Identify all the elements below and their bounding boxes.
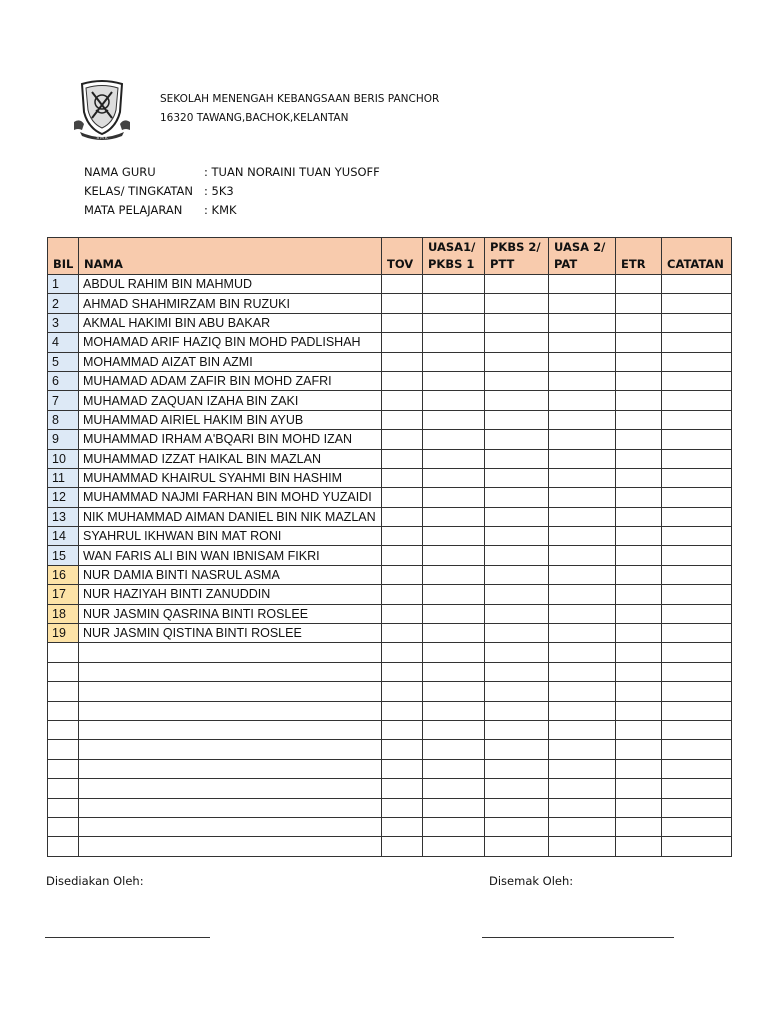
tov-cell	[382, 391, 423, 410]
table-row	[48, 585, 732, 604]
catatan-cell	[662, 391, 732, 410]
tov-cell	[382, 352, 423, 371]
tov-cell	[382, 275, 423, 294]
uasa1-cell	[423, 468, 485, 487]
catatan-cell	[662, 604, 732, 623]
class-row	[84, 181, 380, 200]
uasa1-cell	[423, 546, 485, 565]
tov-cell	[382, 682, 423, 701]
catatan-cell	[662, 682, 732, 701]
uasa1-cell	[423, 624, 485, 643]
uasa2-cell	[549, 720, 616, 739]
uasa1-cell	[423, 585, 485, 604]
uasa2-cell	[549, 624, 616, 643]
etr-cell	[616, 624, 662, 643]
uasa1-cell	[423, 759, 485, 778]
name-cell: AKMAL HAKIMI BIN ABU BAKAR	[79, 313, 382, 332]
etr-cell	[616, 779, 662, 798]
name-cell	[79, 759, 382, 778]
uasa1-cell	[423, 352, 485, 371]
uasa1-cell	[423, 798, 485, 817]
bil-cell: 14	[48, 527, 79, 546]
uasa1-cell	[423, 333, 485, 352]
tov-cell	[382, 759, 423, 778]
catatan-cell	[662, 333, 732, 352]
uasa2-cell	[549, 546, 616, 565]
prepared-by-label: Disediakan Oleh:	[46, 874, 144, 888]
catatan-cell	[662, 798, 732, 817]
uasa1-cell	[423, 837, 485, 856]
table-row	[48, 701, 732, 720]
etr-cell	[616, 275, 662, 294]
uasa2-cell	[549, 488, 616, 507]
name-cell: NIK MUHAMMAD AIMAN DANIEL BIN NIK MAZLAN	[79, 507, 382, 526]
catatan-cell	[662, 488, 732, 507]
table-row	[48, 507, 732, 526]
checked-signature-line	[482, 937, 674, 938]
bil-cell: 11	[48, 468, 79, 487]
teacher-row	[84, 162, 380, 181]
catatan-cell	[662, 817, 732, 836]
bil-cell: 5	[48, 352, 79, 371]
catatan-cell	[662, 759, 732, 778]
catatan-cell	[662, 740, 732, 759]
col-header-tov: TOV	[382, 238, 423, 275]
etr-cell	[616, 837, 662, 856]
svg-text:S M K: S M K	[96, 135, 108, 140]
uasa2-cell	[549, 565, 616, 584]
subject-row	[84, 200, 380, 219]
name-cell	[79, 643, 382, 662]
uasa1-cell	[423, 817, 485, 836]
name-cell: ABDUL RAHIM BIN MAHMUD	[79, 275, 382, 294]
etr-cell	[616, 585, 662, 604]
school-crest-icon	[70, 78, 134, 142]
class-label: KELAS/ TINGKATAN	[84, 183, 194, 198]
name-cell: MUHAMAD ZAQUAN IZAHA BIN ZAKI	[79, 391, 382, 410]
etr-cell	[616, 604, 662, 623]
tov-cell	[382, 643, 423, 662]
col-header-pkbs2: PKBS 2/ PTT	[485, 238, 549, 275]
pkbs2-cell	[485, 333, 549, 352]
bil-cell	[48, 817, 79, 836]
name-cell: NUR JASMIN QASRINA BINTI ROSLEE	[79, 604, 382, 623]
table-row	[48, 798, 732, 817]
pkbs2-cell	[485, 430, 549, 449]
col-header-etr: ETR	[616, 238, 662, 275]
uasa2-cell	[549, 430, 616, 449]
bil-cell: 8	[48, 410, 79, 429]
uasa2-cell	[549, 798, 616, 817]
pkbs2-cell	[485, 565, 549, 584]
table-row	[48, 546, 732, 565]
uasa1-cell	[423, 275, 485, 294]
etr-cell	[616, 662, 662, 681]
uasa1-cell	[423, 488, 485, 507]
class-info	[84, 162, 380, 219]
uasa1-cell	[423, 643, 485, 662]
table-row	[48, 604, 732, 623]
tov-cell	[382, 798, 423, 817]
bil-cell: 9	[48, 430, 79, 449]
name-cell	[79, 817, 382, 836]
col-header-nama: NAMA	[79, 238, 382, 275]
pkbs2-cell	[485, 759, 549, 778]
pkbs2-cell	[485, 449, 549, 468]
bil-cell: 3	[48, 313, 79, 332]
name-cell: NUR HAZIYAH BINTI ZANUDDIN	[79, 585, 382, 604]
name-cell: MUHAMMAD KHAIRUL SYAHMI BIN HASHIM	[79, 468, 382, 487]
catatan-cell	[662, 565, 732, 584]
bil-cell: 7	[48, 391, 79, 410]
uasa1-cell	[423, 720, 485, 739]
pkbs2-cell	[485, 798, 549, 817]
etr-cell	[616, 333, 662, 352]
bil-cell	[48, 759, 79, 778]
name-cell: MOHAMAD ARIF HAZIQ BIN MOHD PADLISHAH	[79, 333, 382, 352]
table-row	[48, 779, 732, 798]
table-row	[48, 449, 732, 468]
tov-cell	[382, 313, 423, 332]
pkbs2-cell	[485, 294, 549, 313]
pkbs2-cell	[485, 468, 549, 487]
school-address: 16320 TAWANG,BACHOK,KELANTAN	[160, 112, 349, 124]
table-row	[48, 527, 732, 546]
etr-cell	[616, 449, 662, 468]
table-row	[48, 410, 732, 429]
bil-cell: 16	[48, 565, 79, 584]
bil-cell	[48, 740, 79, 759]
table-row	[48, 817, 732, 836]
etr-cell	[616, 294, 662, 313]
tov-cell	[382, 604, 423, 623]
table-row	[48, 371, 732, 390]
pkbs2-cell	[485, 488, 549, 507]
uasa2-cell	[549, 294, 616, 313]
name-cell: SYAHRUL IKHWAN BIN MAT RONI	[79, 527, 382, 546]
etr-cell	[616, 643, 662, 662]
tov-cell	[382, 527, 423, 546]
bil-cell	[48, 643, 79, 662]
catatan-cell	[662, 527, 732, 546]
uasa1-cell	[423, 779, 485, 798]
bil-cell	[48, 682, 79, 701]
table-row	[48, 759, 732, 778]
pkbs2-cell	[485, 624, 549, 643]
uasa2-cell	[549, 391, 616, 410]
bil-cell: 18	[48, 604, 79, 623]
name-cell	[79, 701, 382, 720]
table-row	[48, 294, 732, 313]
bil-cell	[48, 798, 79, 817]
table-header-row	[48, 238, 732, 275]
tov-cell	[382, 371, 423, 390]
name-cell	[79, 662, 382, 681]
table-row	[48, 333, 732, 352]
uasa1-cell	[423, 682, 485, 701]
bil-cell: 2	[48, 294, 79, 313]
table-row	[48, 565, 732, 584]
class-value: : 5K3	[204, 183, 234, 198]
pkbs2-cell	[485, 352, 549, 371]
bil-cell: 6	[48, 371, 79, 390]
pkbs2-cell	[485, 817, 549, 836]
pkbs2-cell	[485, 313, 549, 332]
uasa2-cell	[549, 527, 616, 546]
uasa2-cell	[549, 371, 616, 390]
uasa2-cell	[549, 759, 616, 778]
catatan-cell	[662, 352, 732, 371]
etr-cell	[616, 527, 662, 546]
uasa1-cell	[423, 410, 485, 429]
pkbs2-cell	[485, 662, 549, 681]
table-row	[48, 488, 732, 507]
uasa2-cell	[549, 352, 616, 371]
pkbs2-cell	[485, 740, 549, 759]
school-name: SEKOLAH MENENGAH KEBANGSAAN BERIS PANCHOR	[160, 93, 440, 105]
pkbs2-cell	[485, 371, 549, 390]
table-row	[48, 624, 732, 643]
table-row	[48, 837, 732, 856]
table-row	[48, 313, 732, 332]
pkbs2-cell	[485, 275, 549, 294]
uasa1-cell	[423, 313, 485, 332]
table-row	[48, 662, 732, 681]
tov-cell	[382, 546, 423, 565]
catatan-cell	[662, 720, 732, 739]
table-row	[48, 643, 732, 662]
tov-cell	[382, 740, 423, 759]
uasa2-cell	[549, 740, 616, 759]
catatan-cell	[662, 585, 732, 604]
name-cell: MUHAMMAD IRHAM A'BQARI BIN MOHD IZAN	[79, 430, 382, 449]
table-row	[48, 275, 732, 294]
uasa2-cell	[549, 837, 616, 856]
etr-cell	[616, 313, 662, 332]
tov-cell	[382, 585, 423, 604]
catatan-cell	[662, 371, 732, 390]
uasa2-cell	[549, 682, 616, 701]
etr-cell	[616, 352, 662, 371]
uasa1-cell	[423, 701, 485, 720]
pkbs2-cell	[485, 527, 549, 546]
etr-cell	[616, 468, 662, 487]
name-cell	[79, 779, 382, 798]
uasa1-cell	[423, 527, 485, 546]
table-row	[48, 468, 732, 487]
table-row	[48, 720, 732, 739]
uasa2-cell	[549, 604, 616, 623]
prepared-signature-line	[45, 937, 210, 938]
table-row	[48, 740, 732, 759]
pkbs2-cell	[485, 585, 549, 604]
bil-cell	[48, 720, 79, 739]
tov-cell	[382, 333, 423, 352]
uasa2-cell	[549, 275, 616, 294]
table-row	[48, 682, 732, 701]
catatan-cell	[662, 430, 732, 449]
uasa2-cell	[549, 662, 616, 681]
tov-cell	[382, 837, 423, 856]
catatan-cell	[662, 643, 732, 662]
uasa1-cell	[423, 294, 485, 313]
bil-cell: 13	[48, 507, 79, 526]
bil-cell	[48, 837, 79, 856]
catatan-cell	[662, 410, 732, 429]
bil-cell	[48, 701, 79, 720]
catatan-cell	[662, 779, 732, 798]
student-marks-table	[47, 237, 732, 857]
uasa1-cell	[423, 507, 485, 526]
name-cell: NUR DAMIA BINTI NASRUL ASMA	[79, 565, 382, 584]
col-header-catatan: CATATAN	[662, 238, 732, 275]
name-cell	[79, 740, 382, 759]
catatan-cell	[662, 275, 732, 294]
etr-cell	[616, 371, 662, 390]
name-cell: MOHAMMAD AIZAT BIN AZMI	[79, 352, 382, 371]
pkbs2-cell	[485, 643, 549, 662]
col-header-uasa2: UASA 2/ PAT	[549, 238, 616, 275]
uasa2-cell	[549, 507, 616, 526]
teacher-value: : TUAN NORAINI TUAN YUSOFF	[204, 164, 380, 179]
tov-cell	[382, 817, 423, 836]
tov-cell	[382, 294, 423, 313]
tov-cell	[382, 779, 423, 798]
tov-cell	[382, 624, 423, 643]
catatan-cell	[662, 449, 732, 468]
pkbs2-cell	[485, 720, 549, 739]
tov-cell	[382, 430, 423, 449]
uasa2-cell	[549, 468, 616, 487]
uasa1-cell	[423, 371, 485, 390]
subject-label: MATA PELAJARAN	[84, 202, 183, 217]
checked-by-label: Disemak Oleh:	[489, 874, 574, 888]
name-cell: MUHAMMAD NAJMI FARHAN BIN MOHD YUZAIDI	[79, 488, 382, 507]
uasa1-cell	[423, 662, 485, 681]
catatan-cell	[662, 468, 732, 487]
catatan-cell	[662, 507, 732, 526]
etr-cell	[616, 430, 662, 449]
uasa2-cell	[549, 817, 616, 836]
tov-cell	[382, 720, 423, 739]
bil-cell: 4	[48, 333, 79, 352]
bil-cell: 19	[48, 624, 79, 643]
etr-cell	[616, 507, 662, 526]
name-cell: MUHAMMAD AIRIEL HAKIM BIN AYUB	[79, 410, 382, 429]
col-header-uasa1: UASA1/ PKBS 1	[423, 238, 485, 275]
pkbs2-cell	[485, 410, 549, 429]
catatan-cell	[662, 313, 732, 332]
name-cell: MUHAMAD ADAM ZAFIR BIN MOHD ZAFRI	[79, 371, 382, 390]
uasa1-cell	[423, 565, 485, 584]
tov-cell	[382, 468, 423, 487]
tov-cell	[382, 507, 423, 526]
etr-cell	[616, 759, 662, 778]
pkbs2-cell	[485, 682, 549, 701]
tov-cell	[382, 449, 423, 468]
bil-cell	[48, 779, 79, 798]
teacher-label: NAMA GURU	[84, 164, 156, 179]
uasa2-cell	[549, 313, 616, 332]
name-cell	[79, 720, 382, 739]
uasa1-cell	[423, 740, 485, 759]
name-cell: NUR JASMIN QISTINA BINTI ROSLEE	[79, 624, 382, 643]
pkbs2-cell	[485, 391, 549, 410]
uasa1-cell	[423, 604, 485, 623]
table-row	[48, 430, 732, 449]
name-cell	[79, 798, 382, 817]
table-row	[48, 391, 732, 410]
etr-cell	[616, 391, 662, 410]
etr-cell	[616, 740, 662, 759]
subject-value: : KMK	[204, 202, 237, 217]
catatan-cell	[662, 662, 732, 681]
table-row	[48, 352, 732, 371]
name-cell: MUHAMMAD IZZAT HAIKAL BIN MAZLAN	[79, 449, 382, 468]
uasa2-cell	[549, 333, 616, 352]
bil-cell: 1	[48, 275, 79, 294]
etr-cell	[616, 720, 662, 739]
tov-cell	[382, 488, 423, 507]
etr-cell	[616, 488, 662, 507]
etr-cell	[616, 817, 662, 836]
uasa1-cell	[423, 430, 485, 449]
uasa2-cell	[549, 779, 616, 798]
pkbs2-cell	[485, 779, 549, 798]
pkbs2-cell	[485, 701, 549, 720]
uasa2-cell	[549, 701, 616, 720]
bil-cell: 17	[48, 585, 79, 604]
name-cell: AHMAD SHAHMIRZAM BIN RUZUKI	[79, 294, 382, 313]
catatan-cell	[662, 546, 732, 565]
uasa2-cell	[549, 449, 616, 468]
uasa1-cell	[423, 449, 485, 468]
name-cell	[79, 682, 382, 701]
catatan-cell	[662, 624, 732, 643]
tov-cell	[382, 662, 423, 681]
etr-cell	[616, 546, 662, 565]
etr-cell	[616, 798, 662, 817]
bil-cell: 10	[48, 449, 79, 468]
name-cell	[79, 837, 382, 856]
pkbs2-cell	[485, 507, 549, 526]
uasa2-cell	[549, 410, 616, 429]
name-cell: WAN FARIS ALI BIN WAN IBNISAM FIKRI	[79, 546, 382, 565]
tov-cell	[382, 565, 423, 584]
col-header-bil: BIL	[48, 238, 79, 275]
etr-cell	[616, 565, 662, 584]
tov-cell	[382, 410, 423, 429]
bil-cell	[48, 662, 79, 681]
etr-cell	[616, 410, 662, 429]
uasa1-cell	[423, 391, 485, 410]
etr-cell	[616, 701, 662, 720]
bil-cell: 12	[48, 488, 79, 507]
bil-cell: 15	[48, 546, 79, 565]
pkbs2-cell	[485, 837, 549, 856]
pkbs2-cell	[485, 604, 549, 623]
catatan-cell	[662, 837, 732, 856]
uasa2-cell	[549, 643, 616, 662]
catatan-cell	[662, 294, 732, 313]
uasa2-cell	[549, 585, 616, 604]
tov-cell	[382, 701, 423, 720]
catatan-cell	[662, 701, 732, 720]
etr-cell	[616, 682, 662, 701]
pkbs2-cell	[485, 546, 549, 565]
